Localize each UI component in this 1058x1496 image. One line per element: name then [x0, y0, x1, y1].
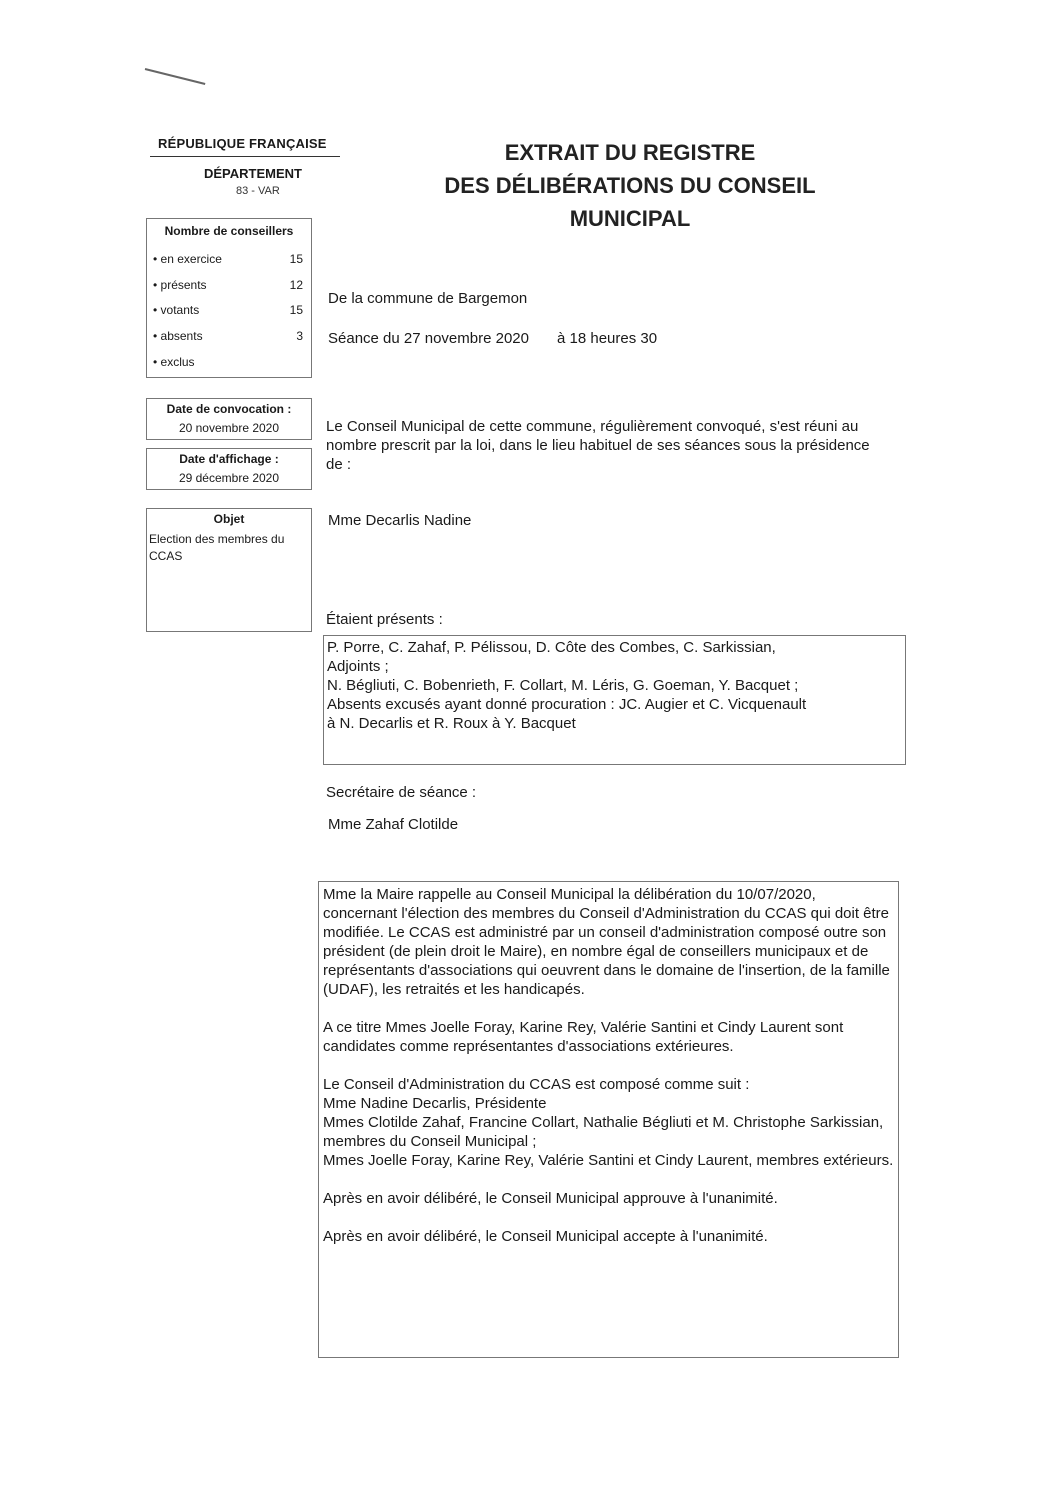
seance-time: à 18 heures 30: [556, 330, 658, 347]
presents-line: Adjoints ;: [327, 658, 389, 675]
count-value: 15: [289, 252, 303, 266]
presents-line: à N. Decarlis et R. Roux à Y. Bacquet: [327, 715, 576, 732]
header-underline: [150, 156, 340, 157]
affichage-box: [146, 448, 312, 490]
title-line-3: MUNICIPAL: [569, 206, 691, 231]
departement-label: DÉPARTEMENT: [204, 166, 302, 181]
convocation-box: [146, 398, 312, 440]
document-title: [380, 136, 880, 235]
seance-date: Séance du 27 novembre 2020: [328, 330, 529, 347]
affichage-date: 29 décembre 2020: [178, 471, 280, 485]
deliberation-approval: Après en avoir délibéré, le Conseil Municipal approuve à l'unanimité.: [323, 1190, 778, 1207]
presents-box: [323, 635, 906, 765]
intro-paragraph: Le Conseil Municipal de cette commune, régulièrement convoqué, s'est réuni au nombre prescrit par la loi, dans le lieu habituel de ses séances sous la présidence de :: [326, 418, 870, 473]
commune-line: De la commune de Bargemon: [328, 290, 528, 307]
count-value: 12: [289, 278, 303, 292]
convocation-date: 20 novembre 2020: [178, 421, 280, 435]
title-line-1: EXTRAIT DU REGISTRE: [504, 140, 756, 165]
secretaire-name: Mme Zahaf Clotilde: [328, 816, 459, 833]
affichage-label: Date d'affichage :: [179, 452, 279, 466]
composition-line: Mmes Joelle Foray, Karine Rey, Valérie Santini et Cindy Laurent, membres extérieurs.: [323, 1152, 894, 1169]
scan-mark: [145, 68, 206, 85]
composition-line: Mmes Clotilde Zahaf, Francine Collart, Nathalie Bégliuti et M. Christophe Sarkissian, membres du Conseil Municipal ;: [323, 1114, 884, 1150]
objet-box: [146, 508, 312, 632]
presents-line: Absents excusés ayant donné procuration : JC. Augier et C. Vicquenault: [327, 696, 807, 713]
deliberation-acceptance: Après en avoir délibéré, le Conseil Municipal accepte à l'unanimité.: [323, 1228, 768, 1245]
departement-number: 83 - VAR: [236, 185, 280, 197]
count-value: 15: [289, 303, 303, 317]
count-label: • exclus: [153, 355, 195, 369]
president-name: Mme Decarlis Nadine: [328, 512, 472, 529]
secretaire-label: Secrétaire de séance :: [326, 784, 477, 801]
seance-line: [328, 329, 657, 348]
deliberation-paragraph-2: A ce titre Mmes Joelle Foray, Karine Rey, Valérie Santini et Cindy Laurent sont candidates comme représentantes d'associations extérieures.: [323, 1019, 844, 1055]
counts-box: [146, 218, 312, 378]
count-label: • votants: [153, 303, 200, 317]
republique-francaise: RÉPUBLIQUE FRANÇAISE: [158, 136, 327, 151]
presents-line: P. Porre, C. Zahaf, P. Pélissou, D. Côte des Combes, C. Sarkissian,: [327, 639, 776, 656]
composition-line: Le Conseil d'Administration du CCAS est composé comme suit :: [323, 1076, 750, 1093]
count-label: • présents: [153, 278, 207, 292]
objet-text: Election des membres du CCAS: [149, 532, 285, 563]
composition-line: Mme Nadine Decarlis, Présidente: [323, 1095, 547, 1112]
objet-heading: Objet: [213, 512, 245, 526]
counts-heading: Nombre de conseillers: [164, 224, 294, 238]
deliberation-box: [318, 881, 899, 1358]
convocation-label: Date de convocation :: [166, 402, 292, 416]
title-line-2: DES DÉLIBÉRATIONS DU CONSEIL: [444, 173, 816, 198]
count-value: 3: [296, 329, 303, 343]
count-label: • en exercice: [153, 252, 222, 266]
presents-line: N. Bégliuti, C. Bobenrieth, F. Collart, M. Léris, G. Goeman, Y. Bacquet ;: [327, 677, 799, 694]
count-label: • absents: [153, 329, 203, 343]
etaient-presents-label: Étaient présents :: [326, 611, 443, 628]
deliberation-paragraph-1: Mme la Maire rappelle au Conseil Municipal la délibération du 10/07/2020, concernant l'élection des membres du Conseil d'Administration du CCAS qui doit être modifiée. Le CCAS est administré par un conseil d'administration composé outre son président (de plein droit le Maire), en nombre égal de conseillers municipaux et de représentants d'associations qui oeuvrent dans le domaine de l'insertion, de la famille (UDAF), les retraités et les handicapés.: [323, 886, 890, 998]
